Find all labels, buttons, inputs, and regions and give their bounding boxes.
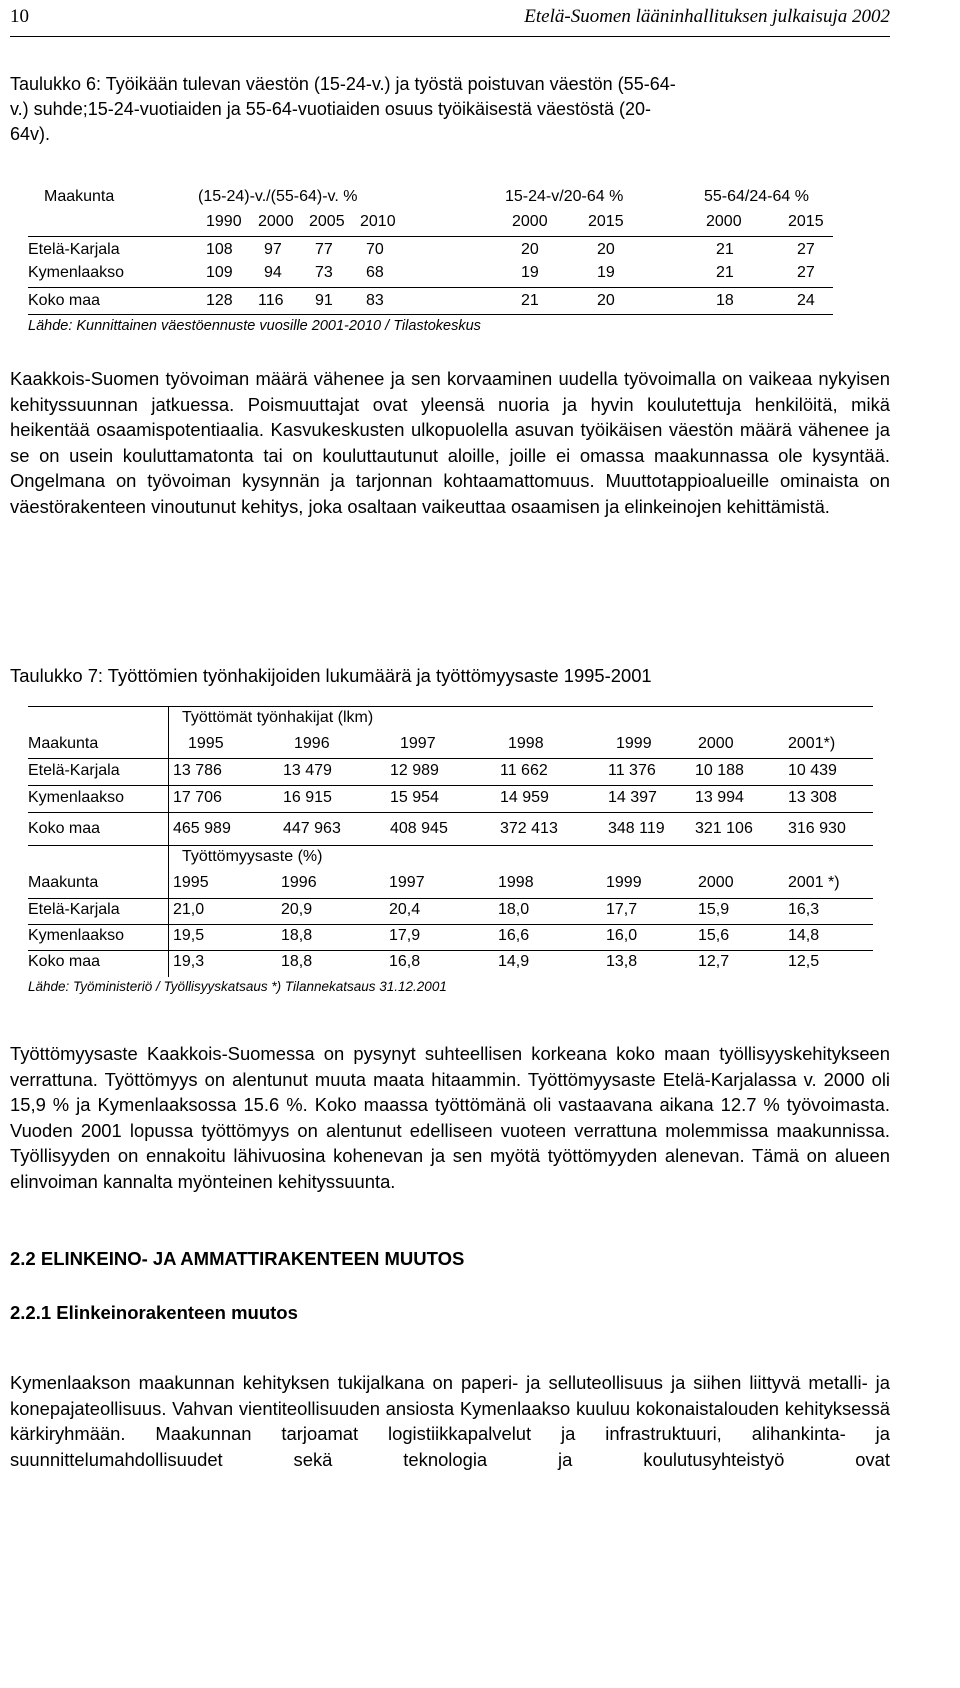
table6-cell: 20 bbox=[521, 241, 539, 258]
table7-divider bbox=[168, 706, 169, 977]
table7-row-name: Etelä-Karjala bbox=[28, 901, 120, 918]
table6-year: 2000 bbox=[258, 213, 294, 230]
table6-cell: 68 bbox=[366, 264, 384, 281]
table7-cell: 13 479 bbox=[283, 762, 332, 779]
table6-caption-line: v.) suhde;15-24-vuotiaiden ja 55-64-vuotiaiden osuus työikäisestä väestöstä (20- bbox=[10, 99, 652, 119]
table7-cell: 447 963 bbox=[283, 820, 341, 837]
table6-cell: 27 bbox=[797, 264, 815, 281]
table7-row-name: Etelä-Karjala bbox=[28, 762, 120, 779]
table7-col-region: Maakunta bbox=[28, 874, 99, 891]
table6-group-header: 15-24-v/20-64 % bbox=[505, 188, 624, 205]
table6-col-region: Maakunta bbox=[44, 188, 115, 205]
table7-cell: 348 119 bbox=[608, 820, 665, 837]
table7-cell: 11 662 bbox=[500, 762, 548, 779]
table6-year: 2010 bbox=[360, 213, 396, 230]
table7-year: 1998 bbox=[498, 874, 534, 891]
table6-row-name: Etelä-Karjala bbox=[28, 241, 120, 258]
table7-cell: 16,0 bbox=[606, 927, 638, 944]
table7-year: 1996 bbox=[281, 874, 317, 891]
table7-year: 1999 bbox=[616, 735, 652, 752]
table6-cell: 97 bbox=[264, 241, 282, 258]
section-heading: 2.2 ELINKEINO- JA AMMATTIRAKENTEEN MUUTOS bbox=[10, 1248, 465, 1269]
table6-cell: 83 bbox=[366, 292, 384, 309]
table7-rule bbox=[28, 706, 873, 707]
table7-cell: 13 786 bbox=[173, 762, 222, 779]
table7-cell: 12 989 bbox=[390, 762, 439, 779]
table7-cell: 15 954 bbox=[390, 789, 439, 806]
paragraph: Kaakkois-Suomen työvoiman määrä vähenee ja sen korvaaminen uudella työvoimalla on vaikeaa nykyisen kehityssuunnan jatkuessa. Poismuuttajat ovat yleensä nuoria ja hyvin koulutettuja henkilöitä, mikä heikentää osaamispotentiaalia. Kasvukeskusten ulkopuolella asuvan työikäisen väestön määrä vähenee ja se on usein kouluttamatonta tai on kouluttautunut aloille, joille ei omassa maakunnassa ole kysyntää. Ongelmana on työvoiman kysynnän ja tarjonnan kohtaamattomuus. Muuttotappioalueille ominaista on väestörakenteen vinoutunut kehitys, joka osaltaan vaikeuttaa osaamisen ja elinkeinojen kehittämistä. bbox=[10, 368, 890, 517]
table7-cell: 16,8 bbox=[389, 953, 421, 970]
table7-cell: 465 989 bbox=[173, 820, 231, 837]
table7-cell: 15,9 bbox=[698, 901, 730, 918]
table6-cell: 19 bbox=[521, 264, 539, 281]
paragraph: Työttömyysaste Kaakkois-Suomessa on pysynyt suhteellisen korkeana koko maan työllisyyskehitykseen verrattuna. Työttömyys on alentunut muuta maata hitaammin. Työttömyysaste Etelä-Karjalassa v. 2000 oli 15,9 % ja Kymenlaaksossa 15.6 %. Koko maassa työttömänä oli vastaavana aikana 12.7 % työvoimasta. Vuoden 2001 lopussa työttömyys on alentunut edelliseen vuoteen verrattuna molemmissa maakunnissa. Työllisyyden on ennakoitu lähivuosina kohenevan ja sen myötä työttömyyden alenevan. Tämä on alueen elinvoiman kannalta myönteinen kehityssuunta. bbox=[10, 1043, 890, 1192]
table7-cell: 20,9 bbox=[281, 901, 313, 918]
table7-rule bbox=[28, 785, 873, 786]
table7-rule bbox=[28, 924, 873, 925]
table6-cell: 19 bbox=[597, 264, 615, 281]
table7-year: 2001*) bbox=[788, 735, 836, 752]
table6-row-name: Kymenlaakso bbox=[28, 264, 125, 281]
table7-cell: 15,6 bbox=[698, 927, 730, 944]
table6-cell: 21 bbox=[716, 264, 734, 281]
table6-cell: 20 bbox=[597, 292, 615, 309]
table7-year: 2001 *) bbox=[788, 874, 840, 891]
table7-year: 1995 bbox=[188, 735, 224, 752]
table7-rule bbox=[28, 812, 873, 813]
table6-caption bbox=[10, 72, 890, 147]
table7-cell: 14,8 bbox=[788, 927, 820, 944]
table7-cell: 10 439 bbox=[788, 762, 837, 779]
table7-cell: 372 413 bbox=[500, 820, 558, 837]
subsection-heading: 2.2.1 Elinkeinorakenteen muutos bbox=[10, 1302, 298, 1323]
table6-year: 2015 bbox=[788, 213, 824, 230]
publication-title: Etelä-Suomen lääninhallituksen julkaisuja 2002 bbox=[524, 6, 890, 27]
table7-caption: Taulukko 7: Työttömien työnhakijoiden lukumäärä ja työttömyysaste 1995-2001 bbox=[10, 665, 652, 686]
table7-cell: 16,6 bbox=[498, 927, 530, 944]
table7-cell: 14 959 bbox=[500, 789, 549, 806]
table6-cell: 21 bbox=[521, 292, 539, 309]
table7-cell: 408 945 bbox=[390, 820, 448, 837]
table6-cell: 116 bbox=[258, 292, 284, 309]
table7-cell: 19,3 bbox=[173, 953, 205, 970]
table6-year: 2000 bbox=[512, 213, 548, 230]
table7-year: 1995 bbox=[173, 874, 209, 891]
table7-year: 2000 bbox=[698, 874, 734, 891]
page-number: 10 bbox=[10, 6, 29, 27]
table6-group-header: 55-64/24-64 % bbox=[704, 188, 809, 205]
table7-row-name: Koko maa bbox=[28, 953, 101, 970]
table6-rule bbox=[28, 314, 833, 315]
table6-cell: 73 bbox=[315, 264, 333, 281]
table7-cell: 18,0 bbox=[498, 901, 530, 918]
table6 bbox=[28, 188, 848, 338]
table7-cell: 14,9 bbox=[498, 953, 530, 970]
table7-cell: 18,8 bbox=[281, 953, 313, 970]
table6-cell: 70 bbox=[366, 241, 384, 258]
table6-group-header: (15-24)-v./(55-64)-v. % bbox=[198, 188, 358, 205]
table7-rule bbox=[28, 898, 873, 899]
table6-cell: 20 bbox=[597, 241, 615, 258]
table7-cell: 12,5 bbox=[788, 953, 820, 970]
table7-cell: 321 106 bbox=[695, 820, 753, 837]
page-header bbox=[10, 6, 890, 37]
table6-cell: 128 bbox=[206, 292, 233, 309]
table6-cell: 18 bbox=[716, 292, 734, 309]
table7-cell: 10 188 bbox=[695, 762, 744, 779]
table7-row-name: Kymenlaakso bbox=[28, 789, 125, 806]
table6-caption-line: 64v). bbox=[10, 124, 51, 144]
table6-source: Lähde: Kunnittainen väestöennuste vuosille 2001-2010 / Tilastokeskus bbox=[28, 318, 481, 334]
table6-year: 2005 bbox=[309, 213, 345, 230]
table7-rule bbox=[28, 758, 873, 759]
table7-row-name: Kymenlaakso bbox=[28, 927, 125, 944]
table6-rule bbox=[28, 287, 833, 288]
table6-cell: 91 bbox=[315, 292, 333, 309]
table7-cell: 17 706 bbox=[173, 789, 222, 806]
table7-cell: 17,9 bbox=[389, 927, 421, 944]
table6-cell: 108 bbox=[206, 241, 233, 258]
table6-year: 2015 bbox=[588, 213, 624, 230]
table7-rule bbox=[28, 950, 873, 951]
table7-year: 1999 bbox=[606, 874, 642, 891]
table6-row-name: Koko maa bbox=[28, 292, 101, 309]
table7-cell: 13,8 bbox=[606, 953, 638, 970]
table6-cell: 109 bbox=[206, 264, 233, 281]
table7-section-title: Työttömät työnhakijat (lkm) bbox=[182, 709, 374, 726]
table6-cell: 94 bbox=[264, 264, 282, 281]
table6-cell: 21 bbox=[716, 241, 734, 258]
table6-rule bbox=[28, 236, 833, 237]
table7-cell: 12,7 bbox=[698, 953, 730, 970]
table7-cell: 316 930 bbox=[788, 820, 846, 837]
table6-caption-line: Taulukko 6: Työikään tulevan väestön (15-24-v.) ja työstä poistuvan väestön (55-64- bbox=[10, 74, 676, 94]
table6-year: 1990 bbox=[206, 213, 242, 230]
table6-cell: 77 bbox=[315, 241, 333, 258]
table7-source: Lähde: Työministeriö / Työllisyyskatsaus *) Tilannekatsaus 31.12.2001 bbox=[28, 979, 447, 994]
table7-cell: 18,8 bbox=[281, 927, 313, 944]
table7-col-region: Maakunta bbox=[28, 735, 99, 752]
table7-cell: 11 376 bbox=[608, 762, 656, 779]
table7-cell: 17,7 bbox=[606, 901, 638, 918]
table7-row-name: Koko maa bbox=[28, 820, 101, 837]
table7-year: 1997 bbox=[389, 874, 425, 891]
table7-year: 1996 bbox=[294, 735, 330, 752]
table6-cell: 27 bbox=[797, 241, 815, 258]
table6-cell: 24 bbox=[797, 292, 815, 309]
table7-cell: 13 994 bbox=[695, 789, 744, 806]
table7-rule bbox=[28, 845, 873, 846]
table7-cell: 20,4 bbox=[389, 901, 421, 918]
table7-cell: 16 915 bbox=[283, 789, 332, 806]
table7-year: 1997 bbox=[400, 735, 436, 752]
paragraph: Kymenlaakson maakunnan kehityksen tukijalkana on paperi- ja selluteollisuus ja siihen liittyvä metalli- ja konepajateollisuus. Vahvan vientiteollisuuden ansiosta Kymenlaakso kuuluu kokonaistalouden kehityksessä kärkiryhmään. Maakunnan tarjoamat logistiikkapalvelut ja infrastruktuuri, alihankinta- ja suunnittelumahdollisuudet sekä teknologia ja koulutusyhteistyö ovat bbox=[10, 1372, 890, 1470]
table7-cell: 21,0 bbox=[173, 901, 205, 918]
table7-cell: 19,5 bbox=[173, 927, 205, 944]
table7-section-title: Työttömyysaste (%) bbox=[182, 848, 323, 865]
table7-year: 2000 bbox=[698, 735, 734, 752]
table7-cell: 13 308 bbox=[788, 789, 837, 806]
table7-year: 1998 bbox=[508, 735, 544, 752]
table6-year: 2000 bbox=[706, 213, 742, 230]
table7-cell: 14 397 bbox=[608, 789, 657, 806]
table7-cell: 16,3 bbox=[788, 901, 820, 918]
